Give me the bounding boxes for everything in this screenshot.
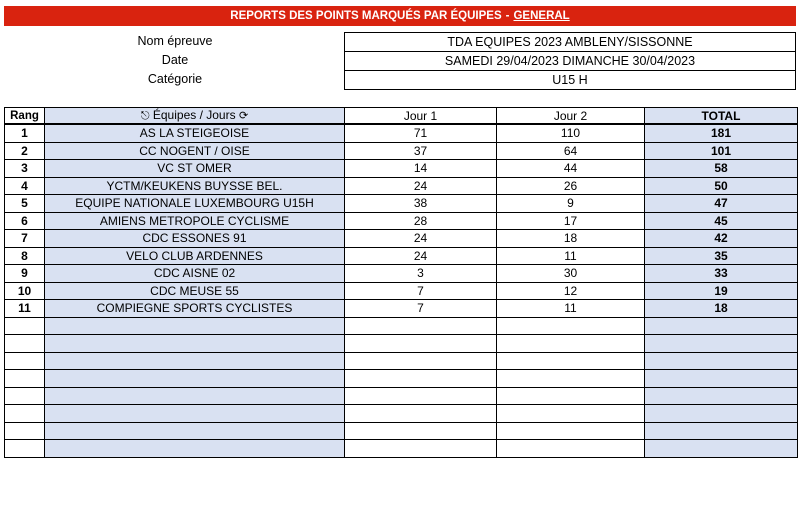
cell-team	[45, 440, 345, 458]
cell-team	[45, 352, 345, 370]
sort-toggle-icon[interactable]: ⎋	[140, 110, 150, 122]
cell-jour2	[497, 387, 645, 405]
cell-jour2	[497, 405, 645, 423]
cell-total	[645, 387, 798, 405]
cell-rang: 4	[5, 177, 45, 195]
header-jour2: Jour 2	[497, 108, 645, 125]
cell-rang	[5, 440, 45, 458]
banner-scope: GENERAL	[513, 10, 570, 22]
cell-jour2: 44	[497, 160, 645, 178]
cell-rang	[5, 335, 45, 353]
cell-jour2: 11	[497, 300, 645, 318]
cell-total: 35	[645, 247, 798, 265]
cell-jour1: 37	[345, 142, 497, 160]
cell-jour2	[497, 370, 645, 388]
banner-separator: -	[505, 10, 510, 22]
label-date: Date	[161, 53, 189, 67]
table-row	[5, 177, 798, 195]
cell-total	[645, 440, 798, 458]
cell-team: CDC AISNE 02	[45, 265, 345, 283]
cell-rang: 3	[5, 160, 45, 178]
table-row	[5, 212, 798, 230]
cell-team	[45, 387, 345, 405]
empty-row	[5, 352, 798, 370]
cell-rang: 2	[5, 142, 45, 160]
label-event-name: Nom épreuve	[137, 34, 213, 48]
cell-jour1: 3	[345, 265, 497, 283]
table-row	[5, 160, 798, 178]
category-value: U15 H	[552, 73, 588, 87]
empty-row	[5, 422, 798, 440]
cell-total: 47	[645, 195, 798, 213]
cell-team: COMPIEGNE SPORTS CYCLISTES	[45, 300, 345, 318]
cell-total: 50	[645, 177, 798, 195]
header-total: TOTAL	[645, 108, 798, 125]
empty-row	[5, 317, 798, 335]
cell-team	[45, 317, 345, 335]
cell-rang	[5, 405, 45, 423]
cell-jour1: 28	[345, 212, 497, 230]
cell-jour2: 26	[497, 177, 645, 195]
cell-total	[645, 317, 798, 335]
cell-jour1: 7	[345, 282, 497, 300]
cell-jour1: 71	[345, 124, 497, 142]
cell-rang	[5, 352, 45, 370]
cell-total	[645, 352, 798, 370]
cell-rang: 7	[5, 230, 45, 248]
cell-team	[45, 370, 345, 388]
cell-total: 42	[645, 230, 798, 248]
cell-rang: 6	[5, 212, 45, 230]
cell-jour2	[497, 422, 645, 440]
cell-rang: 1	[5, 124, 45, 142]
cell-jour1	[345, 387, 497, 405]
cell-jour2	[497, 352, 645, 370]
empty-row	[5, 370, 798, 388]
header-teams-label: Équipes / Jours	[152, 108, 236, 122]
banner-title: REPORTS DES POINTS MARQUÉS PAR ÉQUIPES	[230, 10, 502, 22]
cell-rang	[5, 422, 45, 440]
table-row	[5, 265, 798, 283]
cell-jour1: 24	[345, 177, 497, 195]
cell-team: CDC MEUSE 55	[45, 282, 345, 300]
header-jour1: Jour 1	[345, 108, 497, 125]
header-teams[interactable]	[45, 108, 345, 125]
event-info-box	[344, 32, 796, 90]
empty-row	[5, 405, 798, 423]
cell-total	[645, 335, 798, 353]
cell-rang: 11	[5, 300, 45, 318]
cell-jour1	[345, 335, 497, 353]
cell-jour1	[345, 422, 497, 440]
cell-team: CC NOGENT / OISE	[45, 142, 345, 160]
empty-row	[5, 335, 798, 353]
table-row	[5, 300, 798, 318]
label-category: Catégorie	[147, 72, 203, 86]
cell-total: 181	[645, 124, 798, 142]
cell-jour1: 38	[345, 195, 497, 213]
cell-jour1: 14	[345, 160, 497, 178]
cell-total: 58	[645, 160, 798, 178]
cell-total: 101	[645, 142, 798, 160]
cell-jour2: 12	[497, 282, 645, 300]
cell-jour1	[345, 317, 497, 335]
cell-jour2: 18	[497, 230, 645, 248]
refresh-icon[interactable]: ⟳	[238, 110, 249, 122]
cell-jour1: 7	[345, 300, 497, 318]
cell-total: 19	[645, 282, 798, 300]
cell-team: VC ST OMER	[45, 160, 345, 178]
cell-team	[45, 335, 345, 353]
cell-jour2	[497, 335, 645, 353]
cell-jour1: 24	[345, 230, 497, 248]
cell-rang: 9	[5, 265, 45, 283]
cell-jour1	[345, 440, 497, 458]
cell-total	[645, 422, 798, 440]
table-row	[5, 195, 798, 213]
cell-jour2: 17	[497, 212, 645, 230]
cell-jour2: 30	[497, 265, 645, 283]
cell-team: AMIENS METROPOLE CYCLISME	[45, 212, 345, 230]
cell-jour2: 64	[497, 142, 645, 160]
cell-jour2	[497, 317, 645, 335]
cell-jour1	[345, 352, 497, 370]
cell-jour1	[345, 405, 497, 423]
cell-total: 33	[645, 265, 798, 283]
cell-rang	[5, 387, 45, 405]
cell-rang: 10	[5, 282, 45, 300]
cell-team: CDC ESSONES 91	[45, 230, 345, 248]
cell-team	[45, 422, 345, 440]
cell-team	[45, 405, 345, 423]
cell-jour1	[345, 370, 497, 388]
cell-team: YCTM/KEUKENS BUYSSE BEL.	[45, 177, 345, 195]
cell-rang	[5, 317, 45, 335]
header-rang: Rang	[5, 108, 45, 125]
table-header-row	[5, 108, 798, 125]
cell-team: EQUIPE NATIONALE LUXEMBOURG U15H	[45, 195, 345, 213]
cell-total	[645, 370, 798, 388]
cell-jour2: 110	[497, 124, 645, 142]
cell-total: 18	[645, 300, 798, 318]
cell-total	[645, 405, 798, 423]
ranking-table	[4, 107, 798, 458]
table-row	[5, 230, 798, 248]
table-row	[5, 124, 798, 142]
cell-rang: 5	[5, 195, 45, 213]
empty-row	[5, 440, 798, 458]
table-row	[5, 142, 798, 160]
date-value: SAMEDI 29/04/2023 DIMANCHE 30/04/2023	[345, 52, 795, 71]
table-row	[5, 247, 798, 265]
event-name-value: TDA EQUIPES 2023 AMBLENY/SISSONNE	[345, 33, 795, 52]
cell-jour2	[497, 440, 645, 458]
cell-team: AS LA STEIGEOISE	[45, 124, 345, 142]
cell-total: 45	[645, 212, 798, 230]
cell-jour1: 24	[345, 247, 497, 265]
cell-jour2: 11	[497, 247, 645, 265]
empty-row	[5, 387, 798, 405]
report-banner	[4, 6, 796, 26]
table-row	[5, 282, 798, 300]
cell-rang: 8	[5, 247, 45, 265]
cell-team: VELO CLUB ARDENNES	[45, 247, 345, 265]
cell-rang	[5, 370, 45, 388]
cell-jour2: 9	[497, 195, 645, 213]
